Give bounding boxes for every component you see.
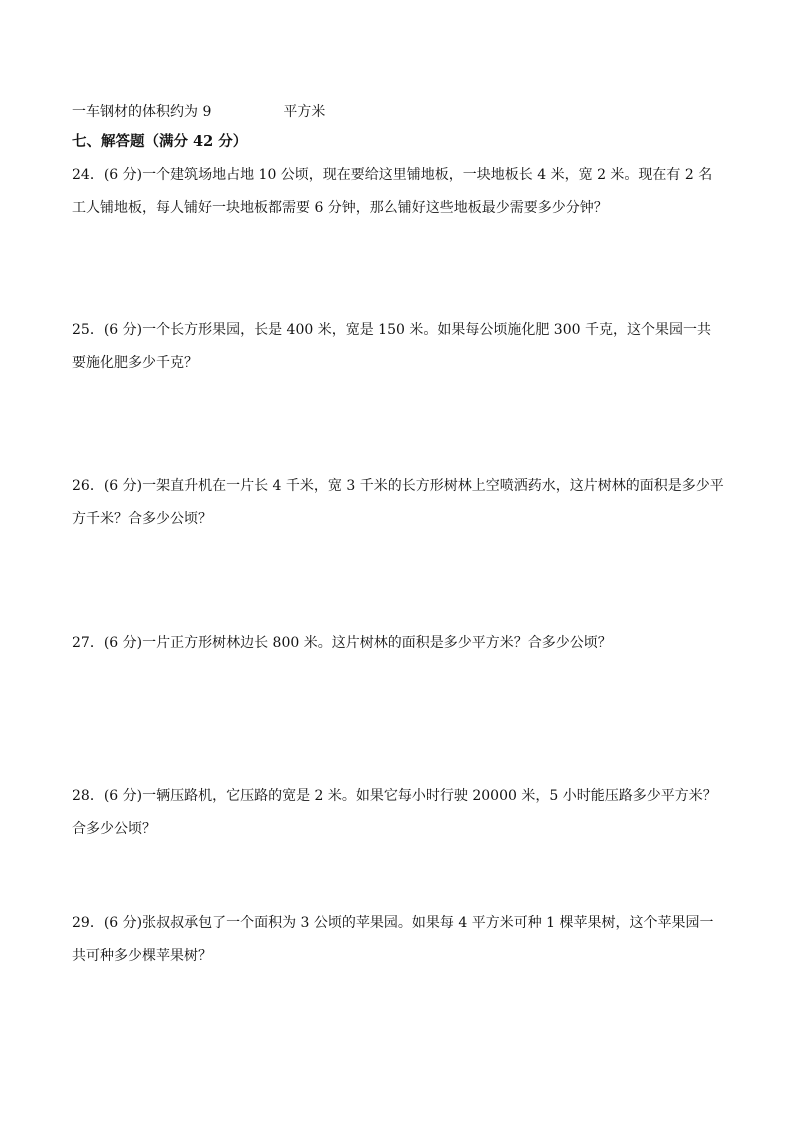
- question-24: 24．(6 分)一个建筑场地占地 10 公顷，现在要给这里铺地板，一块地板长 4 米，宽 2 米。现在有 2 名工人铺地板，每人铺好一块地板都需要 6 分钟，那么铺好这些地板最少需要多少分钟？: [72, 167, 713, 216]
- question-27: 27．(6 分)一片正方形树林边长 800 米。这片树林的面积是多少平方米？合多少公顷？: [72, 635, 612, 651]
- section-title: 七、解答题（满分 42 分）: [72, 133, 248, 150]
- question-28: 28．(6 分)一辆压路机，它压路的宽是 2 米。如果它每小时行驶 20000 米，5 小时能压路多少平方米？合多少公顷？: [72, 788, 717, 837]
- question-25: 25．(6 分)一个长方形果园，长是 400 米，宽是 150 米。如果每公顷施化肥 300 千克，这个果园一共要施化肥多少千克？: [72, 322, 711, 371]
- question-29: 29．(6 分)张叔叔承包了一个面积为 3 公顷的苹果园。如果每 4 平方米可种 1 棵苹果树，这个苹果园一共可种多少棵苹果树？: [72, 915, 714, 964]
- intro-suffix: 平方米: [283, 104, 326, 120]
- question-26: 26．(6 分)一架直升机在一片长 4 千米，宽 3 千米的长方形树林上空喷洒药水，这片树林的面积是多少平方千米？合多少公顷？: [72, 478, 724, 527]
- intro-prefix: 一车钢材的体积约为 9: [72, 104, 212, 120]
- intro-line: [72, 102, 732, 122]
